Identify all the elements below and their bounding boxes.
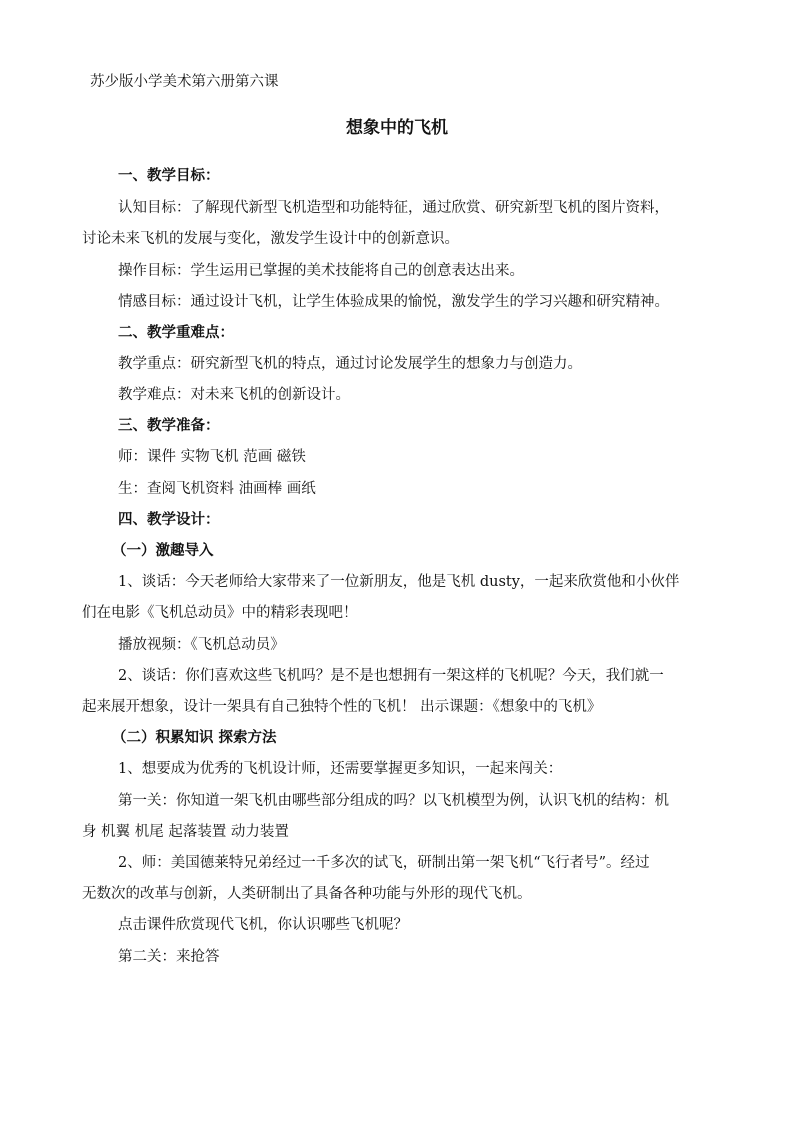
paragraph-video: 播放视频：《飞机总动员》 (118, 637, 285, 653)
paragraph-talk1-line2: 们在电影《飞机总动员》中的精彩表现吧！ (82, 605, 358, 621)
subsection-heading-intro: （一）激趣导入 (112, 542, 214, 559)
subsection-heading-knowledge: （二）积累知识 探索方法 (112, 729, 277, 746)
section-heading-design: 四、教学设计： (118, 511, 220, 528)
paragraph-talk2-line1: 2、谈话：你们喜欢这些飞机吗？是不是也想拥有一架这样的飞机呢？今天，我们就一 (118, 668, 664, 684)
paragraph-student-prep: 生：查阅飞机资料 油画棒 画纸 (118, 481, 316, 497)
paragraph-difficulty: 教学难点：对未来飞机的创新设计。 (118, 387, 350, 403)
section-heading-preparation: 三、教学准备： (118, 417, 220, 434)
section-heading-objectives: 一、教学目标： (118, 167, 220, 184)
paragraph-know2-line1: 2、师：美国德莱特兄弟经过一千多次的试飞，研制出第一架飞机“飞行者号”。经过 (118, 855, 650, 871)
paragraph-talk1-line1: 1、谈话：今天老师给大家带来了一位新朋友，他是飞机 dusty，一起来欣赏他和小伙伴 (118, 574, 680, 590)
paragraph-level2: 第二关：来抢答 (118, 949, 220, 965)
paragraph-operation: 操作目标：学生运用已掌握的美术技能将自己的创意表达出来。 (118, 263, 524, 279)
paragraph-talk2-line2: 起来展开想象，设计一架具有自己独特个性的飞机！ 出示课题：《想象中的飞机》 (82, 699, 602, 715)
document-title: 想象中的飞机 (346, 118, 448, 138)
paragraph-teacher-prep: 师：课件 实物飞机 范画 磁铁 (118, 449, 306, 465)
section-heading-key-points: 二、教学重难点： (118, 324, 234, 341)
paragraph-level1-line2: 身 机翼 机尾 起落装置 动力装置 (82, 824, 289, 840)
paragraph-cognitive-line1: 认知目标：了解现代新型飞机造型和功能特征，通过欣赏、研究新型飞机的图片资料， (118, 200, 669, 216)
paragraph-level1-line1: 第一关：你知道一架飞机由哪些部分组成的吗？以飞机模型为例，认识飞机的结构：机 (118, 793, 669, 809)
paragraph-cognitive-line2: 讨论未来飞机的发展与变化，激发学生设计中的创新意识。 (82, 231, 459, 247)
paragraph-know1: 1、想要成为优秀的飞机设计师，还需要掌握更多知识，一起来闯关： (118, 761, 563, 777)
paragraph-emotion: 情感目标：通过设计飞机，让学生体验成果的愉悦，激发学生的学习兴趣和研究精神。 (118, 294, 669, 310)
document-header: 苏少版小学美术第六册第六课 (90, 74, 279, 90)
paragraph-key-point: 教学重点：研究新型飞机的特点，通过讨论发展学生的想象力与创造力。 (118, 356, 582, 372)
paragraph-click: 点击课件欣赏现代飞机，你认识哪些飞机呢？ (118, 917, 408, 933)
paragraph-know2-line2: 无数次的改革与创新，人类研制出了具备各种功能与外形的现代飞机。 (82, 886, 532, 902)
